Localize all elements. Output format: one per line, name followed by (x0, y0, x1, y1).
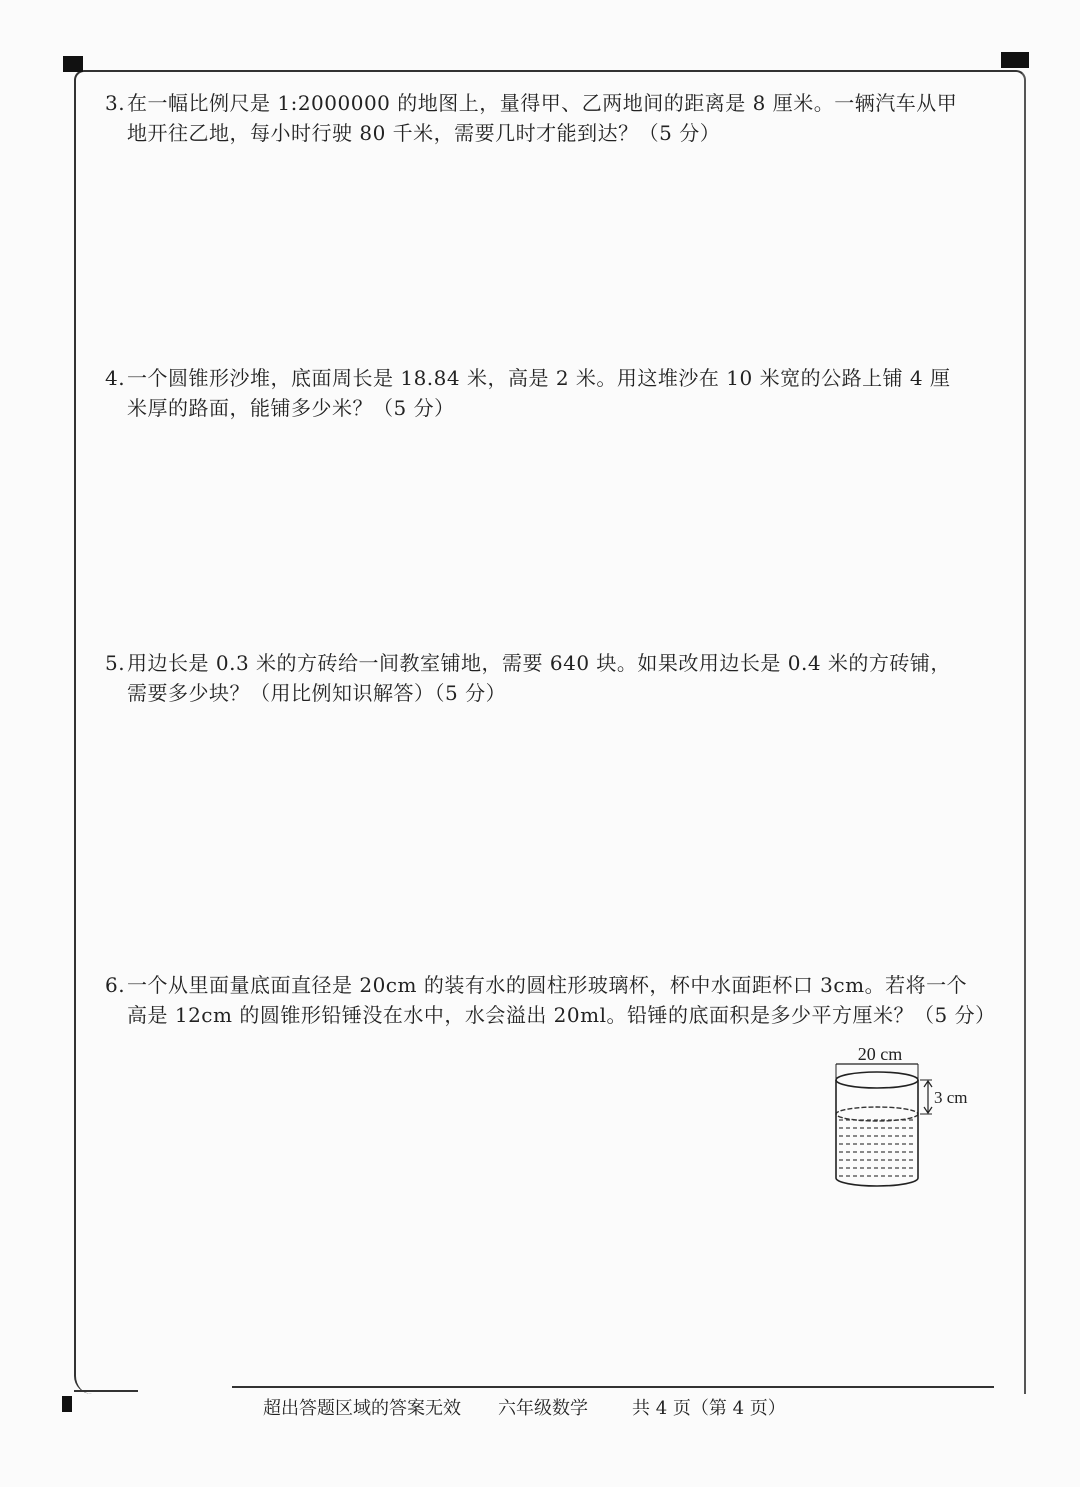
question-text-line1: 在一幅比例尺是 1:2000000 的地图上，量得甲、乙两地间的距离是 8 厘米。一辆汽车从甲 (127, 91, 958, 115)
question-6 (105, 970, 1000, 1030)
question-number: 5. (105, 651, 126, 675)
footer-rule (232, 1386, 994, 1388)
question-text-line1: 用边长是 0.3 米的方砖给一间教室铺地，需要 640 块。如果改用边长是 0.4 米的方砖铺， (127, 651, 951, 675)
gap-label: 3 cm (934, 1088, 968, 1107)
footer-page-count: 共 4 页（第 4 页） (632, 1398, 786, 1419)
registration-mark (62, 1396, 72, 1412)
cylinder-top (836, 1072, 918, 1088)
question-number: 3. (105, 91, 126, 115)
glass-cylinder-figure (820, 1040, 990, 1190)
question-3 (105, 88, 1000, 148)
footer-subject: 六年级数学 (498, 1398, 588, 1419)
diameter-label: 20 cm (857, 1044, 903, 1064)
footer-notice: 超出答题区域的答案无效 (263, 1398, 461, 1419)
question-text-line1: 一个从里面量底面直径是 20cm 的装有水的圆柱形玻璃杯，杯中水面距杯口 3cm。若将一个 (127, 973, 968, 997)
registration-mark (1001, 52, 1029, 68)
question-text-line2: 需要多少块？（用比例知识解答）（5 分） (127, 681, 507, 705)
registration-mark (63, 56, 83, 72)
question-number: 4. (105, 366, 126, 390)
answer-area-frame (74, 70, 1026, 1394)
question-text-line2: 米厚的路面，能铺多少米？（5 分） (127, 396, 455, 420)
question-4 (105, 363, 1000, 423)
cylinder-bottom (836, 1178, 918, 1186)
frame-bottom-stub (74, 1390, 138, 1393)
question-text-line1: 一个圆锥形沙堆，底面周长是 18.84 米，高是 2 米。用这堆沙在 10 米宽的公路上铺 4 厘 (127, 366, 951, 390)
question-5 (105, 648, 1000, 708)
water-hatching (839, 1120, 915, 1176)
question-number: 6. (105, 973, 126, 997)
question-text-line2: 地开往乙地，每小时行驶 80 千米，需要几时才能到达？（5 分） (127, 121, 721, 145)
question-text-line2: 高是 12cm 的圆锥形铅锤没在水中，水会溢出 20ml。铅锤的底面积是多少平方厘米？（5 分） (127, 1003, 996, 1027)
water-surface (836, 1107, 918, 1121)
